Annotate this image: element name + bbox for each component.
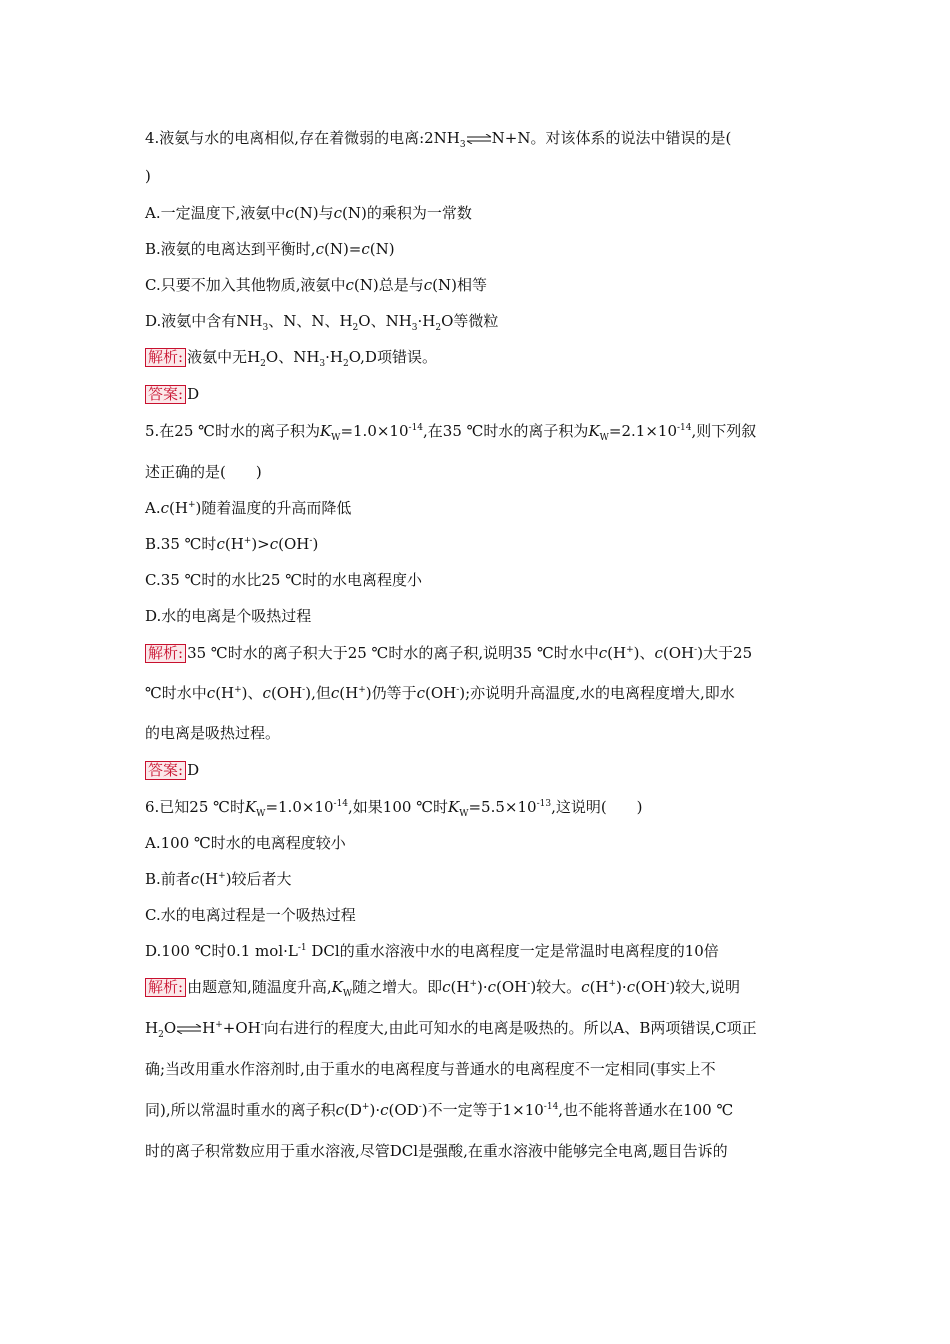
option-text: (N)与 <box>293 204 334 222</box>
analysis-text: )· <box>369 1101 381 1119</box>
q6-analysis-line2 <box>145 1018 757 1038</box>
q4-option-c <box>145 275 487 295</box>
q4-stem-text: N+N。对该体系的说法中错误的是( <box>491 129 732 147</box>
option-text: D.水的电离是个吸热过程 <box>145 607 312 625</box>
italic-c: c <box>345 276 354 294</box>
superscript: - <box>260 1020 264 1030</box>
superscript: - <box>302 685 306 695</box>
option-text: (H <box>169 499 188 517</box>
option-text: )> <box>251 535 270 553</box>
analysis-text: 确;当改用重水作溶剂时,由于重水的电离程度与普通水的电离程度不一定相同(事实上不 <box>145 1060 716 1078</box>
q6-stem-text: =5.5×10 <box>468 798 537 816</box>
subscript: W <box>599 433 609 443</box>
analysis-text: )较大。 <box>530 978 582 996</box>
q6-analysis-line4 <box>145 1100 733 1120</box>
option-text: (N)= <box>323 240 362 258</box>
analysis-text: )· <box>616 978 627 996</box>
q5-option-d <box>145 606 311 626</box>
analysis-text: 时的离子积常数应用于重水溶液,尽管DCl是强酸,在重水溶液中能够完全电离,题目告诉的 <box>145 1142 728 1160</box>
italic-c: c <box>416 684 425 702</box>
superscript: + <box>234 685 242 695</box>
q4-option-a <box>145 203 472 223</box>
superscript: -13 <box>536 799 552 809</box>
superscript: - <box>456 685 460 695</box>
analysis-text: ℃时水中 <box>145 684 207 702</box>
superscript: + <box>626 645 634 655</box>
option-text: O等微粒 <box>441 312 499 330</box>
option-text: )较后者大 <box>225 870 292 888</box>
italic-k: K <box>244 798 257 816</box>
analysis-text: ,也不能将普通水在100 ℃ <box>558 1101 734 1119</box>
q6-analysis-line5 <box>145 1141 728 1161</box>
q4-answer <box>145 384 199 404</box>
analysis-tag: 解析: <box>145 978 186 997</box>
italic-c: c <box>335 1101 345 1119</box>
superscript: -1 <box>297 943 307 953</box>
superscript: + <box>187 500 196 510</box>
equilibrium-arrow-icon <box>176 1024 202 1034</box>
analysis-text: 同),所以常温时重水的离子积 <box>145 1101 336 1119</box>
superscript: -14 <box>333 799 349 809</box>
analysis-text: O、NH <box>265 348 320 366</box>
superscript: + <box>608 979 617 989</box>
q6-option-a <box>145 833 346 853</box>
italic-c: c <box>361 240 370 258</box>
italic-c: c <box>269 535 279 553</box>
italic-c: c <box>160 499 170 517</box>
q6-option-b <box>145 869 292 889</box>
superscript: -14 <box>408 423 424 433</box>
analysis-text: (H <box>607 644 627 662</box>
analysis-text: )较大,说明 <box>669 978 740 996</box>
q5-option-a <box>145 498 351 518</box>
q4-option-d <box>145 311 498 331</box>
italic-c: c <box>598 644 608 662</box>
superscript: -14 <box>543 1102 559 1112</box>
q6-stem-text: ,如果100 ℃时 <box>348 798 448 816</box>
analysis-text: H <box>145 1019 159 1037</box>
option-text: A.100 ℃时水的电离程度较小 <box>145 834 346 852</box>
option-text: B.前者 <box>145 870 191 888</box>
analysis-text: (H <box>215 684 235 702</box>
subscript: 2 <box>158 1030 164 1040</box>
analysis-text: (OH <box>425 684 457 702</box>
italic-c: c <box>487 978 497 996</box>
analysis-text: 向右进行的程度大,由此可知水的电离是吸热的。所以A、B两项错误,C项正 <box>263 1019 757 1037</box>
q4-stem <box>145 128 731 148</box>
italic-k: K <box>319 422 332 440</box>
q6-option-c <box>145 905 356 925</box>
option-text: D.100 ℃时0.1 mol·L <box>145 942 298 960</box>
q5-stem <box>145 421 756 441</box>
q6-stem-text: =1.0×10 <box>265 798 334 816</box>
italic-c: c <box>216 535 225 553</box>
analysis-text: (OH <box>635 978 667 996</box>
superscript: + <box>361 1102 370 1112</box>
equilibrium-arrow-icon <box>466 134 492 144</box>
option-text: 、N、N、H <box>268 312 353 330</box>
italic-c: c <box>333 204 343 222</box>
analysis-text: H <box>202 1019 216 1037</box>
option-text: B.液氨的电离达到平衡时, <box>145 240 316 258</box>
analysis-text: ·H <box>325 348 343 366</box>
option-text: ·H <box>417 312 436 330</box>
option-text: C.35 ℃时的水比25 ℃时的水电离程度小 <box>145 571 422 589</box>
option-text: D.液氨中含有NH <box>145 312 263 330</box>
italic-c: c <box>654 644 663 662</box>
subscript: 2 <box>435 323 442 333</box>
analysis-text: (OH <box>270 684 303 702</box>
superscript: + <box>215 1020 223 1030</box>
subscript: W <box>256 809 266 819</box>
q5-analysis-line1 <box>145 643 752 663</box>
answer-value: D <box>187 761 200 779</box>
q5-option-b <box>145 534 318 554</box>
option-text: A.一定温度下,液氨中 <box>145 204 286 222</box>
q5-stem-text: =1.0×10 <box>340 422 409 440</box>
analysis-text: (D <box>344 1101 362 1119</box>
q5-stem-text: ,在35 ℃时水的离子积为 <box>423 422 589 440</box>
analysis-text: (OH <box>496 978 528 996</box>
option-text: ) <box>312 535 319 553</box>
subscript: 2 <box>352 323 359 333</box>
option-text: (OH <box>278 535 310 553</box>
option-text: (H <box>199 870 219 888</box>
italic-c: c <box>285 204 294 222</box>
option-text: )随着温度的升高而降低 <box>195 499 352 517</box>
analysis-text: )、 <box>241 684 263 702</box>
italic-c: c <box>442 978 451 996</box>
italic-c: c <box>330 684 340 702</box>
analysis-text: O,D项错误。 <box>348 348 437 366</box>
q4-stem-close-text: ) <box>145 167 151 185</box>
option-text: (N)总是与 <box>353 276 424 294</box>
q4-stem-text: 4.液氨与水的电离相似,存在着微弱的电离:2NH <box>145 129 460 147</box>
analysis-tag: 解析: <box>145 348 186 367</box>
analysis-text: O <box>163 1019 177 1037</box>
analysis-text: 35 ℃时水的离子积大于25 ℃时水的离子积,说明35 ℃时水中 <box>187 644 599 662</box>
option-text: (N) <box>369 240 395 258</box>
subscript: 2 <box>343 359 349 369</box>
analysis-text: (OD <box>388 1101 419 1119</box>
superscript: + <box>469 979 477 989</box>
option-text: C.只要不加入其他物质,液氨中 <box>145 276 346 294</box>
q5-analysis-line2 <box>145 683 735 703</box>
superscript: - <box>666 979 670 989</box>
q6-stem-text: ,这说明( ) <box>551 798 643 816</box>
q5-stem-text: 5.在25 ℃时水的离子积为 <box>145 422 320 440</box>
analysis-text: 液氨中无H <box>187 348 261 366</box>
analysis-text: (H <box>450 978 470 996</box>
q5-answer <box>145 760 199 780</box>
option-text: B.35 ℃时 <box>145 535 217 553</box>
analysis-tag: 解析: <box>145 644 186 663</box>
q5-analysis-line3 <box>145 723 280 743</box>
superscript: - <box>309 536 313 546</box>
answer-tag: 答案: <box>145 761 186 780</box>
answer-value: D <box>187 385 200 403</box>
q4-analysis <box>145 347 437 367</box>
analysis-text: );亦说明升高温度,水的电离程度增大,即水 <box>459 684 735 702</box>
q6-stem-text: 6.已知25 ℃时 <box>145 798 245 816</box>
analysis-text: (OH <box>662 644 695 662</box>
superscript: - <box>418 1102 422 1112</box>
italic-c: c <box>423 276 433 294</box>
superscript: - <box>694 645 698 655</box>
option-text: (N)的乘积为一常数 <box>342 204 472 222</box>
q6-analysis-line1 <box>145 977 740 997</box>
superscript: - <box>527 979 531 989</box>
analysis-text: ),但 <box>305 684 331 702</box>
option-text: A. <box>145 499 161 517</box>
analysis-text: 的电离是吸热过程。 <box>145 724 281 742</box>
q6-analysis-line3 <box>145 1059 716 1079</box>
subscript: 3 <box>459 140 466 150</box>
italic-c: c <box>581 978 590 996</box>
analysis-text: (H <box>589 978 609 996</box>
option-text: (H <box>224 535 244 553</box>
q5-option-c <box>145 570 422 590</box>
q4-stem-close <box>145 166 151 186</box>
italic-c: c <box>262 684 271 702</box>
analysis-text: )大于25 <box>697 644 753 662</box>
q6-option-d <box>145 941 719 961</box>
italic-k: K <box>588 422 600 440</box>
analysis-text: 由题意知,随温度升高, <box>187 978 332 996</box>
superscript: + <box>358 685 366 695</box>
q6-stem <box>145 797 643 817</box>
italic-k: K <box>447 798 460 816</box>
analysis-text: (H <box>339 684 359 702</box>
superscript: -14 <box>677 423 692 433</box>
option-text: O、NH <box>358 312 412 330</box>
subscript: 3 <box>319 359 326 369</box>
subscript: W <box>342 989 353 999</box>
q5-stem-line2 <box>145 462 262 482</box>
analysis-text: )· <box>477 978 488 996</box>
italic-c: c <box>315 240 324 258</box>
q5-stem-text: 述正确的是( ) <box>145 463 262 481</box>
option-text: C.水的电离过程是一个吸热过程 <box>145 906 356 924</box>
subscript: W <box>459 809 469 819</box>
q5-stem-text: =2.1×10 <box>608 422 678 440</box>
italic-c: c <box>190 870 200 888</box>
option-text: (N)相等 <box>432 276 487 294</box>
superscript: + <box>218 871 226 881</box>
italic-c: c <box>380 1101 389 1119</box>
subscript: 3 <box>262 323 269 333</box>
analysis-text: )不一定等于1×10 <box>421 1101 544 1119</box>
analysis-text: +OH <box>222 1019 261 1037</box>
q4-option-b <box>145 239 395 259</box>
q5-stem-text: ,则下列叙 <box>691 422 757 440</box>
analysis-text: 随之增大。即 <box>352 978 443 996</box>
subscript: W <box>331 433 341 443</box>
answer-tag: 答案: <box>145 385 186 404</box>
analysis-text: )、 <box>633 644 655 662</box>
superscript: + <box>243 536 252 546</box>
subscript: 3 <box>411 323 418 333</box>
italic-k: K <box>331 978 343 996</box>
subscript: 2 <box>260 359 266 369</box>
italic-c: c <box>206 684 216 702</box>
analysis-text: )仍等于 <box>365 684 417 702</box>
italic-c: c <box>626 978 636 996</box>
option-text: DCl的重水溶液中水的电离程度一定是常温时电离程度的10倍 <box>306 942 719 960</box>
